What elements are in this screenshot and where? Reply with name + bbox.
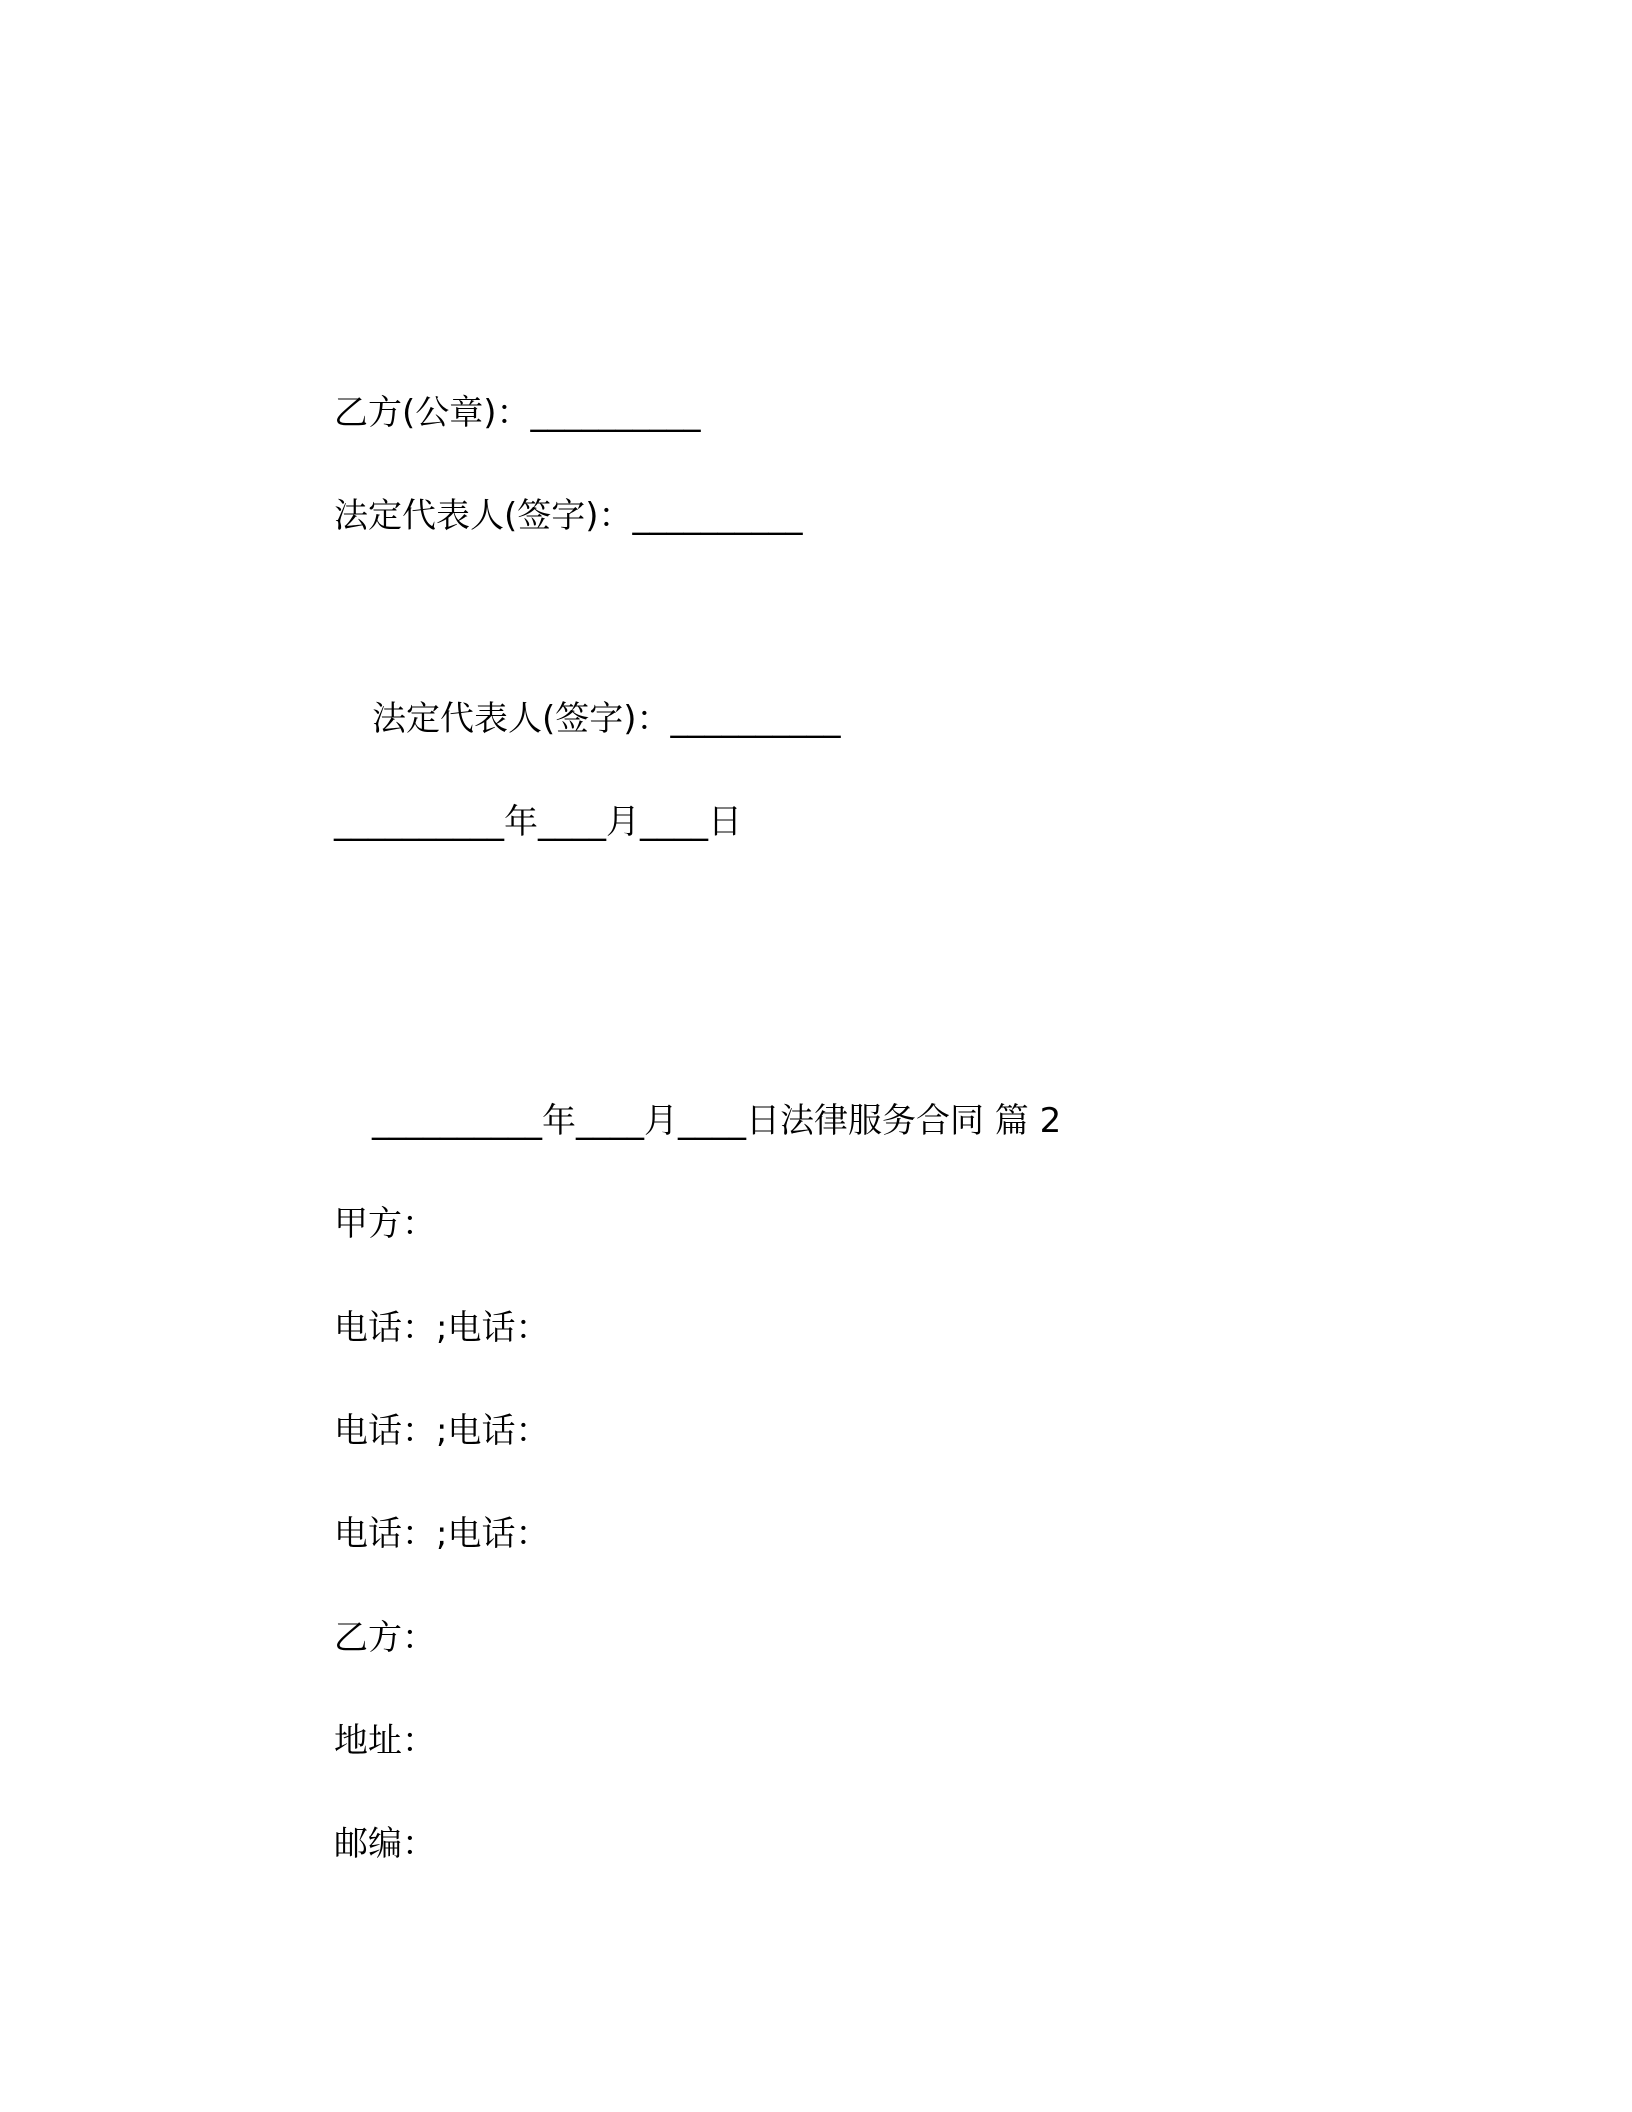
contract-title-line: __________年____月____日法律服务合同 篇 2 bbox=[372, 1101, 1062, 1141]
legal-representative-signature-line: 法定代表人(签字)：__________ bbox=[334, 496, 803, 536]
address-label: 地址： bbox=[334, 1721, 436, 1761]
phone-line: 电话：;电话： bbox=[334, 1514, 550, 1554]
party-b-seal-line: 乙方(公章)：__________ bbox=[334, 393, 701, 433]
date-line: __________年____月____日 bbox=[334, 802, 742, 842]
phone-line: 电话：;电话： bbox=[334, 1411, 550, 1451]
postcode-label: 邮编： bbox=[334, 1824, 436, 1864]
party-b-label: 乙方： bbox=[334, 1618, 436, 1658]
legal-representative-signature-line-2: 法定代表人(签字)：__________ bbox=[372, 699, 841, 739]
party-a-label: 甲方： bbox=[334, 1204, 436, 1244]
phone-line: 电话：;电话： bbox=[334, 1308, 550, 1348]
